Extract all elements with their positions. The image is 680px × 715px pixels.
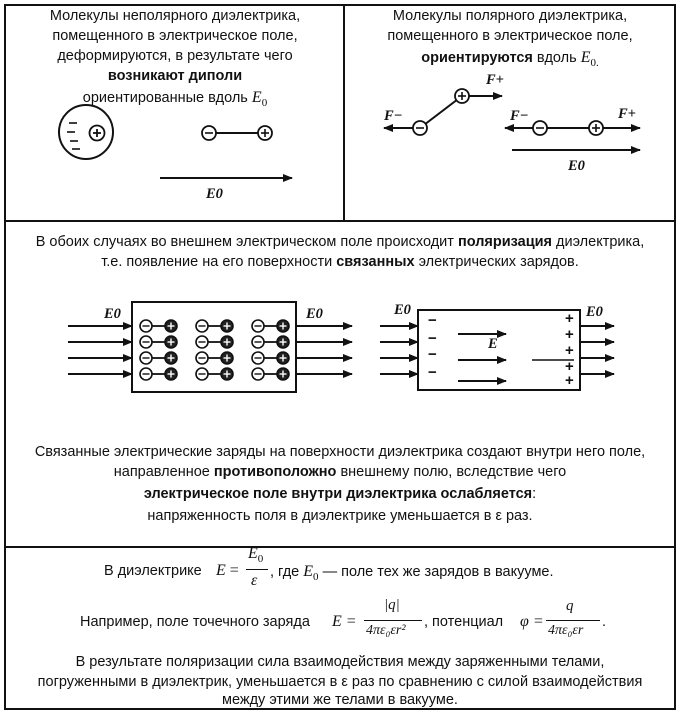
tl-line5 (10, 88, 340, 113)
formula1-bar (246, 569, 268, 570)
formula2-phi: φ = (520, 613, 544, 630)
surface-plus: + (565, 372, 574, 389)
surface-minus: − (428, 364, 437, 381)
formula2-den: 4πε₀εr² (366, 623, 406, 638)
bound-line1: Связанные электрические заряды на поверхности диэлектрика создают внутри него поле, (34, 444, 646, 460)
label-f-minus-2: F− (510, 108, 529, 124)
surface-plus: + (565, 326, 574, 343)
formula2-bar (364, 620, 422, 621)
mid-line1-bold: поляризация (457, 234, 553, 250)
formula2-lhs: E = (332, 613, 357, 630)
mid-line2 (6, 252, 674, 272)
mid-line1-pre: В обоих случаях во внешнем электрическом поле происходит (35, 234, 454, 250)
formula2-bar2 (546, 620, 600, 621)
formula2-den2: 4πε₀εr (548, 623, 584, 638)
bound-line3-bold: электрическое поле внутри диэлектрика ослабляется (143, 486, 533, 502)
final-line1: В результате поляризации сила взаимодействия между заряженными телами, (75, 654, 605, 670)
mid-line2-post: электрических зарядов. (418, 254, 579, 270)
formula1-lhs-letter: E (216, 562, 226, 579)
formula1-post (270, 563, 554, 583)
tl-line5-text: ориентированные вдоль (82, 90, 248, 106)
surface-minus: − (428, 330, 437, 347)
bound-line3-post: : (532, 486, 537, 502)
formula1-desc: — поле тех же зарядов в вакууме. (322, 564, 554, 580)
mid-line2-bold: связанных (336, 254, 415, 270)
formula1-sym-sub: 0 (313, 571, 319, 584)
mid-line1 (6, 232, 674, 252)
formula1-num-sub: 0 (257, 553, 264, 566)
bound-line2-bold: противоположно (213, 464, 337, 480)
fig-right-inner-label: E (488, 336, 498, 352)
tl-field-sub: 0 (261, 97, 268, 110)
tr-bold-word: ориентируются (421, 50, 533, 66)
surface-plus: + (565, 342, 574, 359)
label-f-minus-1: F− (384, 108, 403, 124)
formula2-pre: Например, поле точечного заряда (80, 614, 310, 630)
tl-line2: помещенного в электрическое поле, (52, 28, 298, 44)
fig-right-label-out: E0 (586, 304, 603, 320)
tr-field-letter: E (580, 49, 591, 66)
final-line2: погруженными в диэлектрик, уменьшается в ε раз по сравнению с силой взаимодействия (37, 674, 643, 690)
bound-line3 (6, 484, 674, 504)
tr-line2: помещенного в электрическое поле, (387, 28, 633, 44)
formula2-num2: q (566, 598, 574, 614)
tl-field-symbol (251, 89, 268, 110)
divider-bottom (4, 546, 676, 548)
mid-line1-post: диэлектрика, (556, 234, 645, 250)
tr-field-sub: 0. (590, 57, 599, 70)
final-line3: между этими же телами в вакууме. (222, 692, 458, 708)
tl-field-letter: E (251, 89, 262, 106)
tr-line3 (346, 48, 674, 73)
tl-line1: Молекулы неполярного диэлектрика, (49, 8, 301, 24)
divider-top (4, 220, 676, 222)
tr-field-label: E0 (568, 158, 585, 174)
bound-line4: напряженность поля в диэлектрике уменьшается в ε раз. (147, 508, 533, 524)
tr-line3-rest: вдоль (536, 50, 577, 66)
bound-line2 (6, 462, 674, 482)
formula1-lhs: E = (216, 562, 239, 579)
formula1-pre: В диэлектрике (104, 563, 202, 579)
fig-right-label-in: E0 (394, 302, 411, 318)
bound-line2-post: внешнему полю, вследствие чего (340, 464, 567, 480)
label-f-plus-1: F+ (486, 72, 504, 88)
formula1-where: , где (270, 564, 300, 580)
formula1-num-letter: E (248, 545, 258, 562)
tl-field-label: E0 (206, 186, 223, 202)
bound-line2-pre: направленное (113, 464, 210, 480)
tr-line1: Молекулы полярного диэлектрика, (392, 8, 628, 24)
mid-line2-pre: т.е. появление на его поверхности (101, 254, 333, 270)
formula1-denominator: ε (251, 572, 258, 589)
surface-minus: − (428, 346, 437, 363)
label-f-plus-2: F+ (618, 106, 636, 122)
surface-plus: + (565, 358, 574, 375)
surface-minus: − (428, 312, 437, 329)
formula2-end: . (602, 614, 607, 630)
formula2-num: |q| (384, 597, 400, 613)
formula1-numerator (248, 545, 263, 565)
fig-left-label-out: E0 (306, 306, 323, 322)
tr-field-symbol (580, 49, 599, 70)
tl-line3: деформируются, в результате чего (57, 48, 293, 64)
surface-plus: + (565, 310, 574, 327)
formula1-sym: E (303, 563, 314, 580)
fig-left-label-in: E0 (104, 306, 121, 322)
tl-line4: возникают диполи (107, 68, 243, 84)
formula2-mid: , потенциал (424, 614, 504, 630)
divider-vertical (343, 4, 345, 222)
